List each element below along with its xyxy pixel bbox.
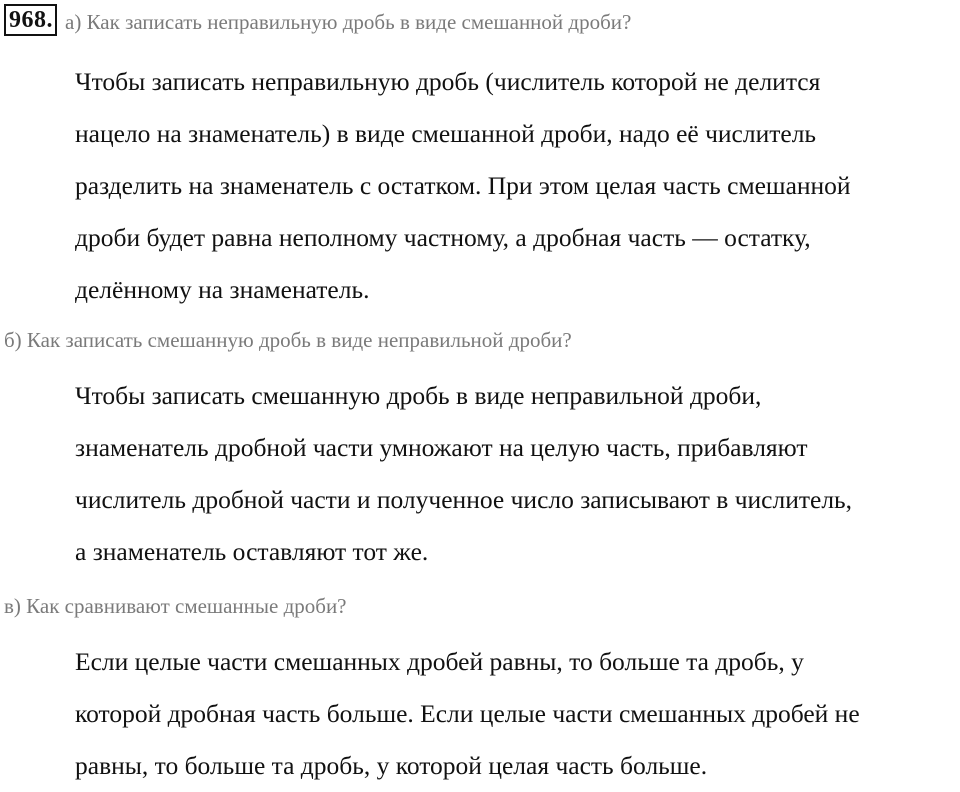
answer-a: [75, 56, 955, 316]
answer-b: [75, 370, 955, 578]
answer-line: разделить на знаменатель с остатком. При этом целая часть смешанной: [75, 171, 851, 200]
task-number-badge: 968.: [4, 4, 57, 36]
question-b-text: б) Как записать смешанную дробь в виде неправильной дроби?: [4, 328, 572, 352]
answer-line: а знаменатель оставляют тот же.: [75, 537, 429, 566]
answer-line: числитель дробной части и полученное число записывают в числитель,: [75, 485, 853, 514]
answer-line: равны, то больше та дробь, у которой целая часть больше.: [75, 751, 708, 780]
answer-c: [75, 636, 955, 792]
answer-line: делённому на знаменатель.: [75, 275, 370, 304]
answer-line: Чтобы записать неправильную дробь (числитель которой не делится: [75, 67, 821, 96]
answer-line: Если целые части смешанных дробей равны, то больше та дробь, у: [75, 647, 804, 676]
answer-line: знаменатель дробной части умножают на целую часть, прибавляют: [75, 433, 808, 462]
answer-line: которой дробная часть больше. Если целые части смешанных дробей не: [75, 699, 860, 728]
question-a-text: а) Как записать неправильную дробь в виде смешанной дроби?: [65, 10, 632, 34]
question-b: [4, 326, 572, 354]
answer-line: нацело на знаменатель) в виде смешанной дроби, надо её числитель: [75, 119, 817, 148]
question-c-text: в) Как сравнивают смешанные дроби?: [4, 594, 347, 618]
answer-line: дроби будет равна неполному частному, а дробная часть — остатку,: [75, 223, 811, 252]
question-c: [4, 592, 347, 620]
question-a: [4, 6, 631, 38]
answer-line: Чтобы записать смешанную дробь в виде неправильной дроби,: [75, 381, 762, 410]
